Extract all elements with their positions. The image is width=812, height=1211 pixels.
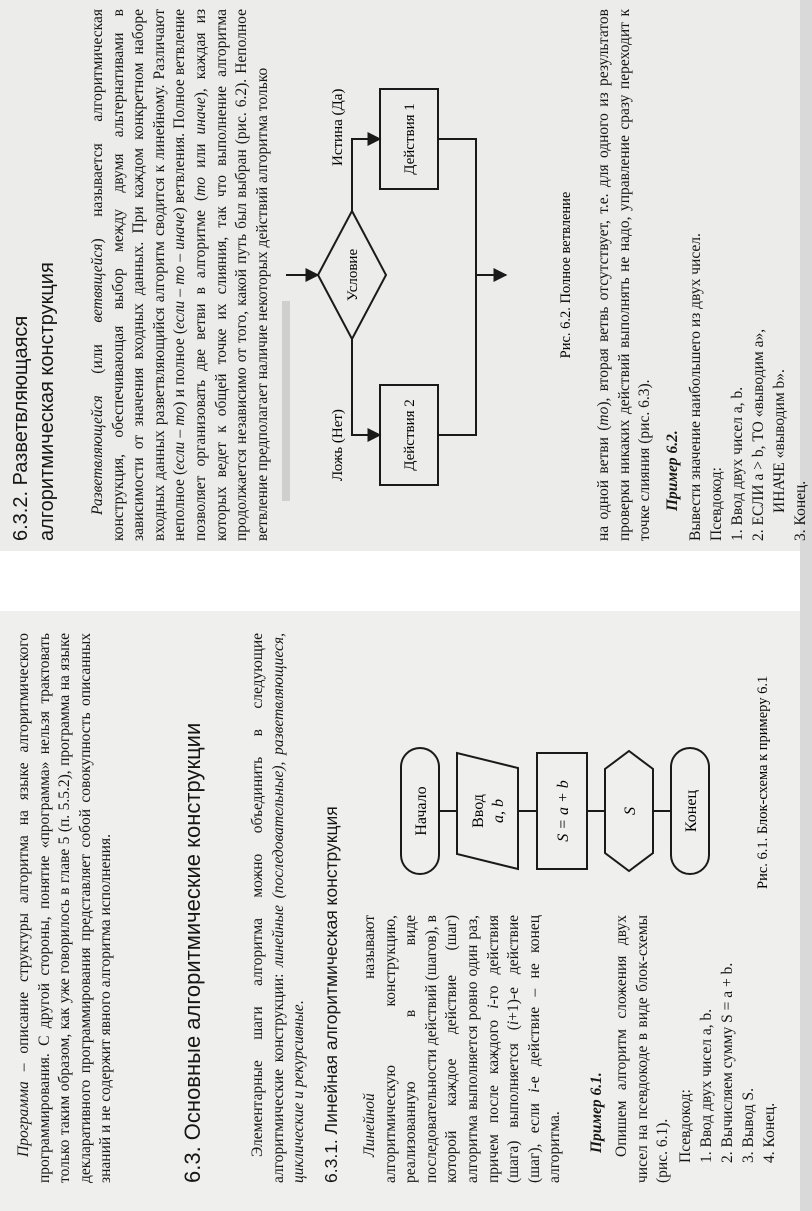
example-6-1-title: Пример 6.1. [588, 1072, 605, 1153]
action-2-label: Действия 2 [402, 399, 418, 471]
constructions-paragraph [248, 633, 310, 1183]
branch-text-5: или [191, 134, 209, 177]
pseudocode-step-2: 2. Вычисляем сумму S = a + b. [719, 962, 736, 1163]
process-label: S = a + b [555, 780, 572, 842]
intro-text: – описание структуры алгоритма на языке алгоритмического программирования. С другой стороны, понятие «программа» нельзя трактовать только таким образом, как уже говорилось в главе 5 (п. 5.5.2), программа на языке декларативного программирования представляет собой совокупность описанных знаний и не содержит явного алгоритма исполнения. [15, 633, 115, 1183]
term-linear: Линейной [361, 1093, 378, 1157]
branch-text-4: ) ветвления. Полное ветвление позволяет организовать две ветви в алгоритме ( [171, 9, 209, 541]
branch-text-3: ) и полное ( [171, 328, 189, 407]
pseudocode-step-1: 1. Ввод двух чисел a, b. [698, 1008, 715, 1163]
end-label: Конец [683, 789, 700, 833]
flowchart-6-2 [280, 0, 580, 551]
term-program: Программа [15, 1081, 32, 1157]
incomplete-branching-paragraph [594, 9, 656, 541]
linear-text-1: называют алгоритмическую конструкцию, реализованную в виде последовательности действий (шагов), в которой каждое действие (шаг) алгоритма выполняется ровно один раз, причем после каждого [361, 915, 502, 1183]
title-line-1: 6.3.2. Разветвляющаяся [10, 315, 32, 541]
branch-text-2: ) называется алгоритмическая конструкция, обеспечивающая выбор между двумя альтернативами в зависимости от значения входных данных. При каждом конкретном наборе входных данных разветвляющийся алгоритм сводится к линейному. Различают неполное ( [89, 9, 189, 541]
construction-kinds: линейные (последовательные), разветвляющиеся, циклические и рекурсивные [269, 633, 308, 1183]
branch-text-1: (или [89, 322, 106, 396]
section-title-6-3: 6.3. Основные алгоритмические конструкции [180, 722, 205, 1183]
term-branching: Разветвляющейся [89, 395, 106, 515]
constructions-end: . [290, 1000, 308, 1005]
linear-definition [360, 915, 566, 1183]
input-label-2: a, b [490, 799, 507, 823]
var-i: i [525, 1088, 543, 1093]
constructions-text: Элементарные шаги алгоритма можно объединить в следующие алгоритмические конструкции: [249, 633, 287, 1183]
action-1-label: Действия 1 [402, 103, 418, 175]
pseudocode-label-2: Псевдокод: [708, 467, 725, 541]
subsection-title-6-3-1: 6.3.1. Линейная алгоритмическая конструкция [321, 806, 341, 1183]
incomplete-text-2: ), вторая ветвь отсутствует, т.е. для одного из результатов проверки никаких действий выполнять не надо, управление сразу переходит к точке слияния (рис. 6.3). [595, 9, 654, 541]
intro-paragraph [14, 633, 117, 1183]
output-label: S [622, 807, 639, 815]
branch-text-6: ), каждая из которых ведет к общей точке их слияния, так что выполнение алгоритма продолжается независимо от того, какой путь был выбран (рис. 6.2). Неполное ветвление предполагает наличие некоторых действий алгоритма только [191, 8, 271, 541]
input-label-1: Ввод [470, 794, 487, 828]
var-i: i [484, 1004, 502, 1009]
linear-text-3: +1)-е действие (шаг), если [505, 914, 543, 1183]
linear-text-2: -го действия (шага) выполняется ( [484, 915, 523, 1183]
title-line-2: алгоритмическая конструкция [36, 262, 58, 541]
term-branching-alt: ветвящейся [89, 243, 106, 323]
condition-label: Условие [345, 248, 361, 302]
if-then-else: если – то – иначе [171, 212, 189, 329]
incomplete-text-1: на одной ветви ( [595, 425, 612, 541]
var-i: i [505, 1020, 523, 1026]
scan-shadow [282, 301, 290, 501]
merge-left-line [438, 275, 476, 435]
pseudocode2-step-2: 2. ЕСЛИ a > b, ТО «выводим a», [750, 328, 767, 541]
pseudocode2-step-3: 3. Конец. [792, 480, 809, 541]
else-word: иначе [191, 97, 209, 135]
then-word: то [595, 406, 612, 426]
page-gutter [0, 551, 800, 611]
flowchart-6-1 [395, 611, 800, 911]
false-branch-line [352, 339, 380, 435]
pseudocode2-step-1: 1. Ввод двух чисел a, b. [729, 386, 746, 541]
pseudocode-step-4: 4. Конец. [761, 1102, 778, 1163]
start-label: Начало [413, 786, 430, 836]
example-6-2-task: Вывести значение наибольшего из двух чисел. [687, 233, 704, 541]
linear-text-4: -е действие – не конец алгоритма. [525, 914, 564, 1183]
pseudocode-step-3: 3. Вывод S. [740, 1087, 757, 1163]
figure-6-1-caption: Рис. 6.1. Блок-схема к примеру 6.1 [755, 675, 771, 889]
pseudocode-label: Псевдокод: [677, 1089, 694, 1163]
subsection-title-6-3-2 [8, 21, 60, 541]
input-parallelogram [457, 753, 518, 869]
true-label: Истина (Да) [330, 88, 346, 166]
false-label: Ложь (Нет) [330, 409, 346, 481]
left-page [0, 611, 800, 1211]
true-branch-line [352, 139, 380, 211]
right-page [0, 0, 809, 551]
branching-paragraph [88, 9, 273, 541]
if-then: если – то [171, 406, 189, 470]
figure-6-2-caption: Рис. 6.2. Полное ветвление [558, 191, 574, 359]
example-6-2-title: Пример 6.2. [664, 430, 681, 511]
example-6-1-intro: Опишем алгоритм сложения двух чисел на псевдокоде в виде блок-схемы (рис. 6.1). [613, 915, 672, 1183]
merge-right-line [438, 139, 476, 275]
then-word: то [191, 176, 209, 196]
pseudocode2-step-2-else: ИНАЧЕ «выводим b». [771, 369, 788, 513]
